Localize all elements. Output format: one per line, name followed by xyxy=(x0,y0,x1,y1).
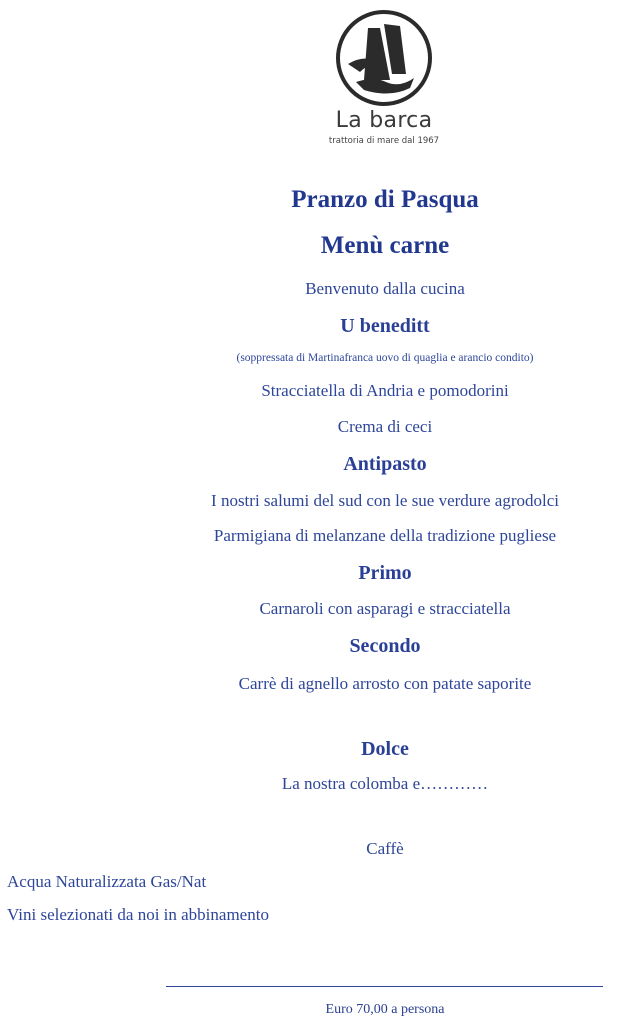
section-heading-primo: Primo xyxy=(358,562,412,584)
wine-text: Vini selezionati da noi in abbinamento xyxy=(7,905,269,924)
welcome-text: Benvenuto dalla cucina xyxy=(305,279,465,298)
section-heading-antipasto: Antipasto xyxy=(343,453,427,475)
logo xyxy=(0,8,625,146)
water-text: Acqua Naturalizzata Gas/Nat xyxy=(7,872,207,891)
brand-tagline: trattoria di mare dal 1967 xyxy=(328,136,440,146)
section-note: (soppressata di Martinafranca uovo di quaglia e arancio condito) xyxy=(236,352,534,364)
menu-item: Stracciatella di Andria e pomodorini xyxy=(261,381,509,400)
menu-subtitle: Menù carne xyxy=(320,232,450,259)
divider-line xyxy=(166,986,603,987)
brand-name: La barca xyxy=(335,108,433,133)
menu-item: Carrè di agnello arrosto con patate saporite xyxy=(238,674,532,693)
menu-item: Parmigiana di melanzane della tradizione pugliese xyxy=(213,526,557,545)
menu-item: La nostra colomba e………… xyxy=(281,774,489,793)
menu-title: Pranzo di Pasqua xyxy=(291,186,479,213)
sailboat-logo-icon xyxy=(334,8,434,108)
section-heading-beneditt: U beneditt xyxy=(340,315,430,337)
menu-item: Crema di ceci xyxy=(337,417,433,436)
section-heading-secondo: Secondo xyxy=(349,635,421,657)
menu-item: I nostri salumi del sud con le sue verdure agrodolci xyxy=(211,491,559,510)
menu-item: Carnaroli con asparagi e stracciatella xyxy=(259,599,511,618)
coffee-text: Caffè xyxy=(366,839,404,858)
price-text: Euro 70,00 a persona xyxy=(325,1002,445,1017)
section-heading-dolce: Dolce xyxy=(361,738,409,760)
